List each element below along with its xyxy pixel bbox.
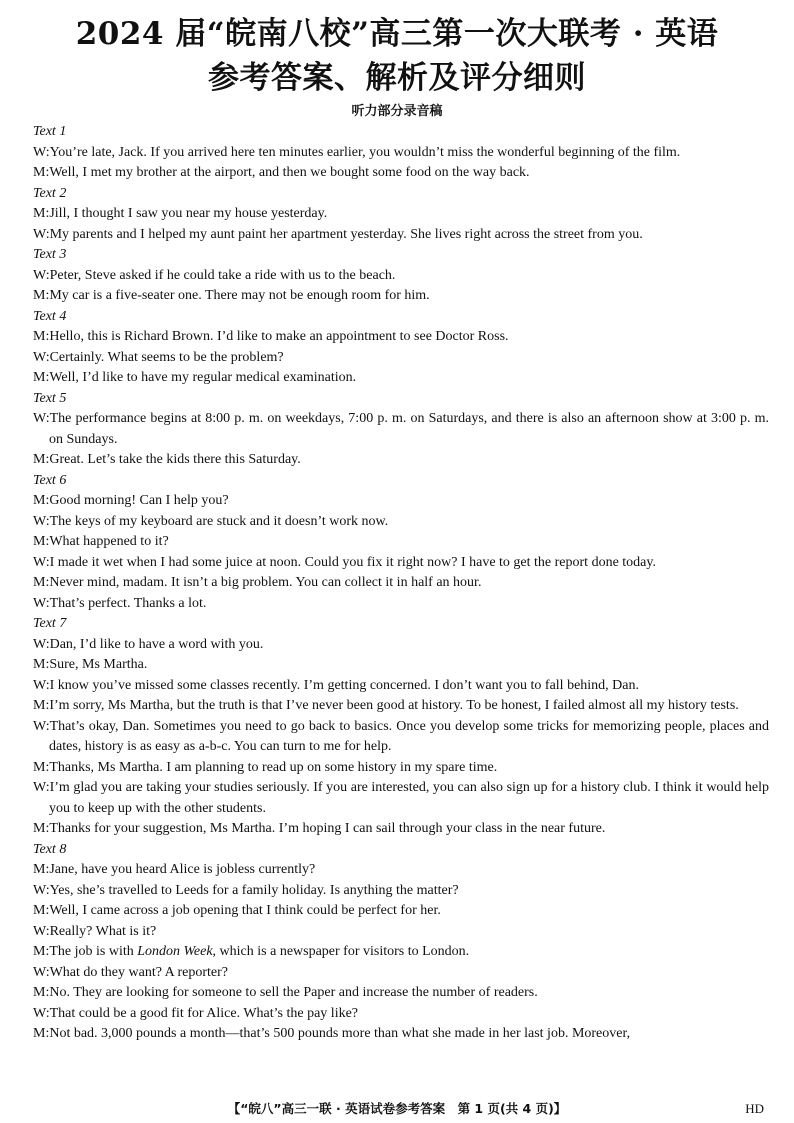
dialogue-text: What do they want? A reporter?: [49, 964, 229, 980]
text-heading: Text 8: [33, 841, 67, 857]
speaker-label: W: [33, 349, 46, 365]
dialogue-line: [33, 368, 769, 389]
text-heading: Text 6: [33, 472, 67, 488]
speaker-separator: :: [45, 534, 50, 549]
speaker-separator: :: [45, 862, 50, 877]
dialogue-text: Yes, she’s travelled to Leeds for a family holiday. Is anything the matter?: [49, 882, 459, 898]
speaker-label: W: [33, 923, 46, 939]
dialogue-text: My parents and I helped my aunt paint her apartment yesterday. She lives right across the street from you.: [49, 226, 643, 242]
dialogue-text: Good morning! Can I help you?: [49, 493, 229, 508]
dialogue-line: [33, 778, 769, 819]
dialogue-line: [33, 881, 769, 902]
dialogue-text: Peter, Steve asked if he could take a ride with us to the beach.: [49, 267, 396, 283]
speaker-separator: :: [45, 636, 50, 652]
dialogue-text: Certainly. What seems to be the problem?: [49, 349, 284, 365]
speaker-label: W: [33, 513, 46, 529]
speaker-label: M: [33, 985, 46, 1000]
speaker-separator: :: [45, 759, 50, 775]
speaker-separator: :: [45, 493, 50, 508]
speaker-separator: :: [45, 882, 50, 898]
speaker-label: W: [33, 411, 46, 426]
speaker-separator: :: [45, 657, 50, 672]
speaker-separator: :: [45, 1026, 50, 1041]
dialogue-text: Dan, I’d like to have a word with you.: [49, 636, 264, 652]
text-heading: Text 2: [33, 185, 67, 201]
speaker-label: M: [33, 575, 46, 590]
dialogue-line: [33, 491, 769, 512]
speaker-label: W: [33, 267, 46, 283]
dialogue-line: [33, 922, 769, 943]
speaker-label: W: [33, 226, 46, 242]
speaker-separator: :: [45, 1005, 50, 1021]
dialogue-line: [33, 266, 769, 287]
speaker-separator: :: [45, 513, 50, 529]
speaker-label: M: [33, 534, 46, 549]
speaker-separator: :: [45, 677, 50, 693]
dialogue-line: [33, 327, 769, 348]
dialogue-line: [33, 655, 769, 676]
speaker-label: M: [33, 1026, 46, 1041]
speaker-label: M: [33, 698, 46, 713]
dialogue-text: That’s okay, Dan. Sometimes you need to go back to basics. Once you develop some tricks for memorizing people, places and dates, history is as easy as a-b-c. You can turn to me for help.: [49, 718, 769, 754]
listening-transcript: [33, 122, 769, 1045]
dialogue-line: [33, 204, 769, 225]
footer-code: HD: [745, 1101, 764, 1116]
speaker-label: W: [33, 554, 46, 570]
speaker-separator: :: [45, 144, 50, 160]
speaker-separator: :: [45, 698, 50, 713]
document-title-line-1: 2024 届“皖南八校”高三第一次大联考 · 英语: [75, 16, 719, 52]
text-heading: Text 1: [33, 124, 67, 139]
dialogue-text: What happened to it?: [49, 534, 169, 549]
dialogue-text: The performance begins at 8:00 p. m. on weekdays, 7:00 p. m. on Saturdays, and there is also an afternoon show at 3:00 p. m. on Sundays.: [49, 411, 769, 447]
speaker-label: M: [33, 370, 46, 385]
dialogue-text: Thanks for your suggestion, Ms Martha. I’m hoping I can sail through your class in the near future.: [49, 821, 606, 836]
speaker-label: M: [33, 759, 46, 775]
speaker-separator: :: [45, 206, 50, 221]
dialogue-text: Thanks, Ms Martha. I am planning to read up on some history in my spare time.: [49, 759, 498, 775]
speaker-label: M: [33, 657, 46, 672]
speaker-label: W: [33, 964, 46, 980]
dialogue-text: No. They are looking for someone to sell the Paper and increase the number of readers.: [49, 985, 538, 1000]
speaker-label: M: [33, 862, 46, 877]
dialogue-line: [33, 819, 769, 840]
speaker-label: W: [33, 718, 46, 734]
dialogue-text: Jane, have you heard Alice is jobless currently?: [49, 862, 316, 877]
dialogue-line: [33, 225, 769, 246]
dialogue-line: [33, 163, 769, 184]
dialogue-text: That’s perfect. Thanks a lot.: [49, 595, 207, 611]
footer-page-info: 【“皖八”高三一联 · 英语试卷参考答案 第 1 页(共 4 页)】: [227, 1101, 567, 1116]
speaker-separator: :: [45, 411, 50, 426]
dialogue-line: [33, 1004, 769, 1025]
speaker-label: M: [33, 288, 46, 303]
speaker-separator: :: [45, 923, 50, 939]
speaker-separator: :: [45, 267, 50, 283]
dialogue-line: [33, 717, 769, 758]
dialogue-line: [33, 594, 769, 615]
dialogue-line: [33, 635, 769, 656]
speaker-label: M: [33, 903, 46, 918]
speaker-separator: :: [45, 821, 50, 836]
dialogue-line: [33, 450, 769, 471]
dialogue-line: [33, 963, 769, 984]
text-heading: Text 3: [33, 247, 67, 262]
speaker-separator: :: [45, 329, 50, 344]
speaker-label: W: [33, 144, 46, 160]
dialogue-text: I’m sorry, Ms Martha, but the truth is that I’ve never been good at history. To be honest, I failed almost all my history tests.: [49, 698, 739, 713]
dialogue-text: I made it wet when I had some juice at noon. Could you fix it right now? I have to get the report done today.: [49, 554, 656, 570]
speaker-separator: :: [45, 554, 50, 570]
dialogue-text: The job is with: [49, 944, 134, 959]
dialogue-text: You’re late, Jack. If you arrived here ten minutes earlier, you wouldn’t miss the wonderful beginning of the film.: [49, 144, 681, 160]
newspaper-title: London Week: [137, 944, 213, 959]
dialogue-line: [33, 758, 769, 779]
dialogue-line: [33, 1024, 769, 1045]
speaker-label: W: [33, 882, 46, 898]
speaker-label: M: [33, 944, 46, 959]
dialogue-text: Great. Let’s take the kids there this Saturday.: [49, 452, 301, 467]
dialogue-text: Well, I’d like to have my regular medical examination.: [49, 370, 357, 385]
dialogue-line: [33, 573, 769, 594]
text-heading: Text 5: [33, 390, 67, 406]
speaker-label: M: [33, 821, 46, 836]
speaker-separator: :: [45, 903, 50, 918]
dialogue-text: Really? What is it?: [49, 923, 157, 939]
speaker-label: W: [33, 677, 46, 693]
text-heading: Text 4: [33, 308, 67, 324]
speaker-label: M: [33, 493, 46, 508]
speaker-separator: :: [45, 944, 50, 959]
dialogue-text: Hello, this is Richard Brown. I’d like to make an appointment to see Doctor Ross.: [49, 329, 509, 344]
speaker-separator: :: [45, 370, 50, 385]
speaker-separator: :: [45, 718, 50, 734]
speaker-label: W: [33, 636, 46, 652]
dialogue-line: [33, 942, 769, 963]
dialogue-line: [33, 532, 769, 553]
dialogue-line: [33, 901, 769, 922]
dialogue-text: I know you’ve missed some classes recently. I’m getting concerned. I don’t want you to fall behind, Dan.: [49, 677, 639, 693]
dialogue-line: [33, 983, 769, 1004]
speaker-label: W: [33, 595, 46, 611]
speaker-separator: :: [45, 288, 50, 303]
dialogue-line: [33, 676, 769, 697]
dialogue-line: [33, 143, 769, 164]
dialogue-text: Well, I met my brother at the airport, and then we bought some food on the way back.: [49, 165, 530, 180]
dialogue-line: [33, 553, 769, 574]
dialogue-line: [33, 696, 769, 717]
dialogue-line: [33, 348, 769, 369]
speaker-separator: :: [45, 226, 50, 242]
speaker-separator: :: [45, 575, 50, 590]
speaker-separator: :: [45, 985, 50, 1000]
speaker-separator: :: [45, 780, 50, 795]
dialogue-text: My car is a five-seater one. There may not be enough room for him.: [49, 288, 430, 303]
document-title-line-2: 参考答案、解析及评分细则: [208, 60, 586, 96]
dialogue-text: Never mind, madam. It isn’t a big problem. You can collect it in half an hour.: [49, 575, 482, 590]
dialogue-text: The keys of my keyboard are stuck and it doesn’t work now.: [49, 513, 389, 529]
speaker-separator: :: [45, 595, 50, 611]
document-subtitle: 听力部分录音稿: [351, 104, 443, 119]
speaker-separator: :: [45, 349, 50, 365]
dialogue-text: Sure, Ms Martha.: [49, 657, 148, 672]
dialogue-text: Well, I came across a job opening that I think could be perfect for her.: [49, 903, 441, 918]
dialogue-text: I’m glad you are taking your studies seriously. If you are interested, you can also sign up for a history club. I think it would help you to keep up with the other students.: [49, 780, 769, 816]
speaker-separator: :: [45, 964, 50, 980]
speaker-separator: :: [45, 165, 50, 180]
dialogue-line: [33, 286, 769, 307]
speaker-label: M: [33, 206, 46, 221]
speaker-label: W: [33, 780, 46, 795]
speaker-label: M: [33, 329, 46, 344]
dialogue-text: Not bad. 3,000 pounds a month—that’s 500 pounds more than what she made in her last job. Moreover,: [49, 1026, 631, 1041]
dialogue-text: That could be a good fit for Alice. What’s the pay like?: [49, 1005, 359, 1021]
speaker-label: M: [33, 452, 46, 467]
dialogue-line: [33, 860, 769, 881]
speaker-separator: :: [45, 452, 50, 467]
dialogue-line: [33, 409, 769, 450]
dialogue-line: [33, 512, 769, 533]
dialogue-text: Jill, I thought I saw you near my house yesterday.: [49, 206, 328, 221]
speaker-label: W: [33, 1005, 46, 1021]
text-heading: Text 7: [33, 616, 67, 631]
speaker-label: M: [33, 165, 46, 180]
dialogue-text-continued: , which is a newspaper for visitors to London.: [212, 944, 470, 959]
